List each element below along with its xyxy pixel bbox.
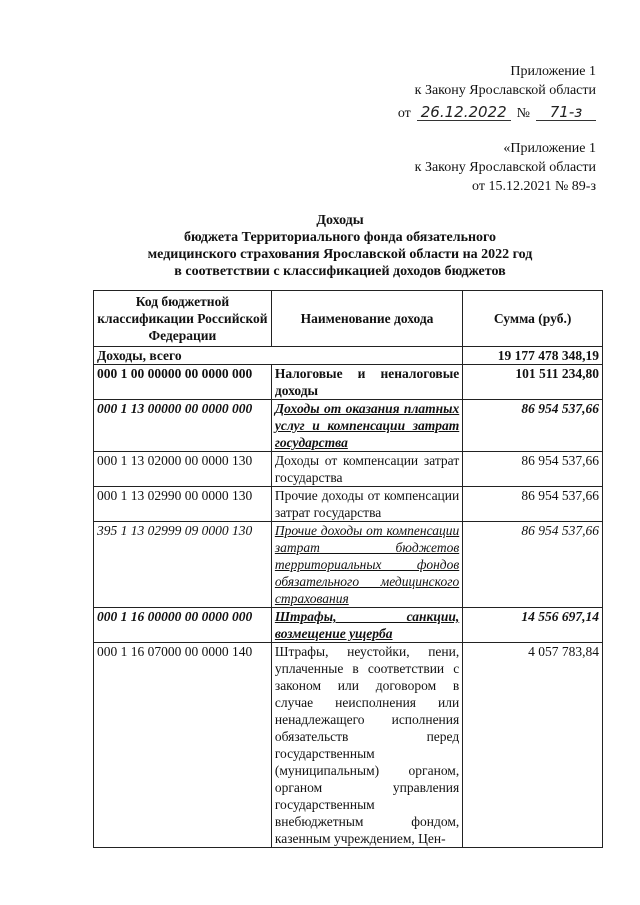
row-code: 395 1 13 02999 09 0000 130 xyxy=(94,522,272,608)
table-row xyxy=(94,347,603,365)
budget-table xyxy=(93,290,603,848)
table-row xyxy=(94,365,603,400)
date-prefix: от xyxy=(397,106,411,121)
title-line-2: бюджета Территориального фонда обязательного xyxy=(183,230,497,245)
prev-law-label: к Закону Ярославской области xyxy=(414,160,596,175)
row-name: Прочие доходы от компенсации затрат государства xyxy=(271,487,462,522)
table-row xyxy=(94,487,603,522)
row-sum: 19 177 478 348,19 xyxy=(463,347,603,365)
table-row xyxy=(94,522,603,608)
table-row xyxy=(94,608,603,643)
row-total-label: Доходы, всего xyxy=(94,347,463,365)
law-date-number xyxy=(336,104,596,123)
title-line-4: в соответствии с классификацией доходов бюджетов xyxy=(174,264,506,279)
row-code: 000 1 16 07000 00 0000 140 xyxy=(94,643,272,848)
row-sum: 4 057 783,84 xyxy=(463,643,603,848)
row-sum: 86 954 537,66 xyxy=(463,522,603,608)
law-label: к Закону Ярославской области xyxy=(414,83,596,98)
handwritten-date: 26.12.2022 xyxy=(417,104,511,121)
table-header-row xyxy=(94,291,603,347)
table-row xyxy=(94,452,603,487)
prev-appendix-label: «Приложение 1 xyxy=(503,141,596,156)
document-title xyxy=(60,212,620,280)
row-name: Доходы от оказания платных услуг и компенсации затрат государства xyxy=(271,400,462,452)
appendix-label: Приложение 1 xyxy=(510,64,596,79)
row-sum: 14 556 697,14 xyxy=(463,608,603,643)
title-line-3: медицинского страхования Ярославской области на 2022 год xyxy=(147,247,533,262)
header-name: Наименование дохода xyxy=(271,291,462,347)
row-sum: 86 954 537,66 xyxy=(463,400,603,452)
row-name: Прочие доходы от компенсации затрат бюджетов территориальных фондов обязательного медицинского страхования xyxy=(271,522,462,608)
header-sum: Сумма (руб.) xyxy=(463,291,603,347)
row-code: 000 1 16 00000 00 0000 000 xyxy=(94,608,272,643)
row-code: 000 1 13 02000 00 0000 130 xyxy=(94,452,272,487)
row-name: Штрафы, санкции, возмещение ущерба xyxy=(271,608,462,643)
table-row xyxy=(94,400,603,452)
row-sum: 86 954 537,66 xyxy=(463,452,603,487)
appendix-header xyxy=(336,62,596,196)
row-sum: 101 511 234,80 xyxy=(463,365,603,400)
row-name: Штрафы, неустойки, пени, уплаченные в соответствии с законом или договором в случае неисполнения или ненадлежащего исполнения обязательств перед государственным (муниципальным) органом, органом управления государственным внебюджетным фондом, казенным учреждением, Цен- xyxy=(271,643,462,848)
number-prefix: № xyxy=(516,106,530,121)
row-code: 000 1 13 00000 00 0000 000 xyxy=(94,400,272,452)
row-code: 000 1 13 02990 00 0000 130 xyxy=(94,487,272,522)
row-name: Доходы от компенсации затрат государства xyxy=(271,452,462,487)
header-code: Код бюджетной классификации Российской Федерации xyxy=(94,291,272,347)
table-row xyxy=(94,643,603,848)
row-code: 000 1 00 00000 00 0000 000 xyxy=(94,365,272,400)
prev-law-date: от 15.12.2021 № 89-з xyxy=(472,179,596,194)
row-sum: 86 954 537,66 xyxy=(463,487,603,522)
title-line-1: Доходы xyxy=(316,213,364,228)
handwritten-number: 71-з xyxy=(536,104,596,121)
row-name: Налоговые и неналоговые доходы xyxy=(271,365,462,400)
